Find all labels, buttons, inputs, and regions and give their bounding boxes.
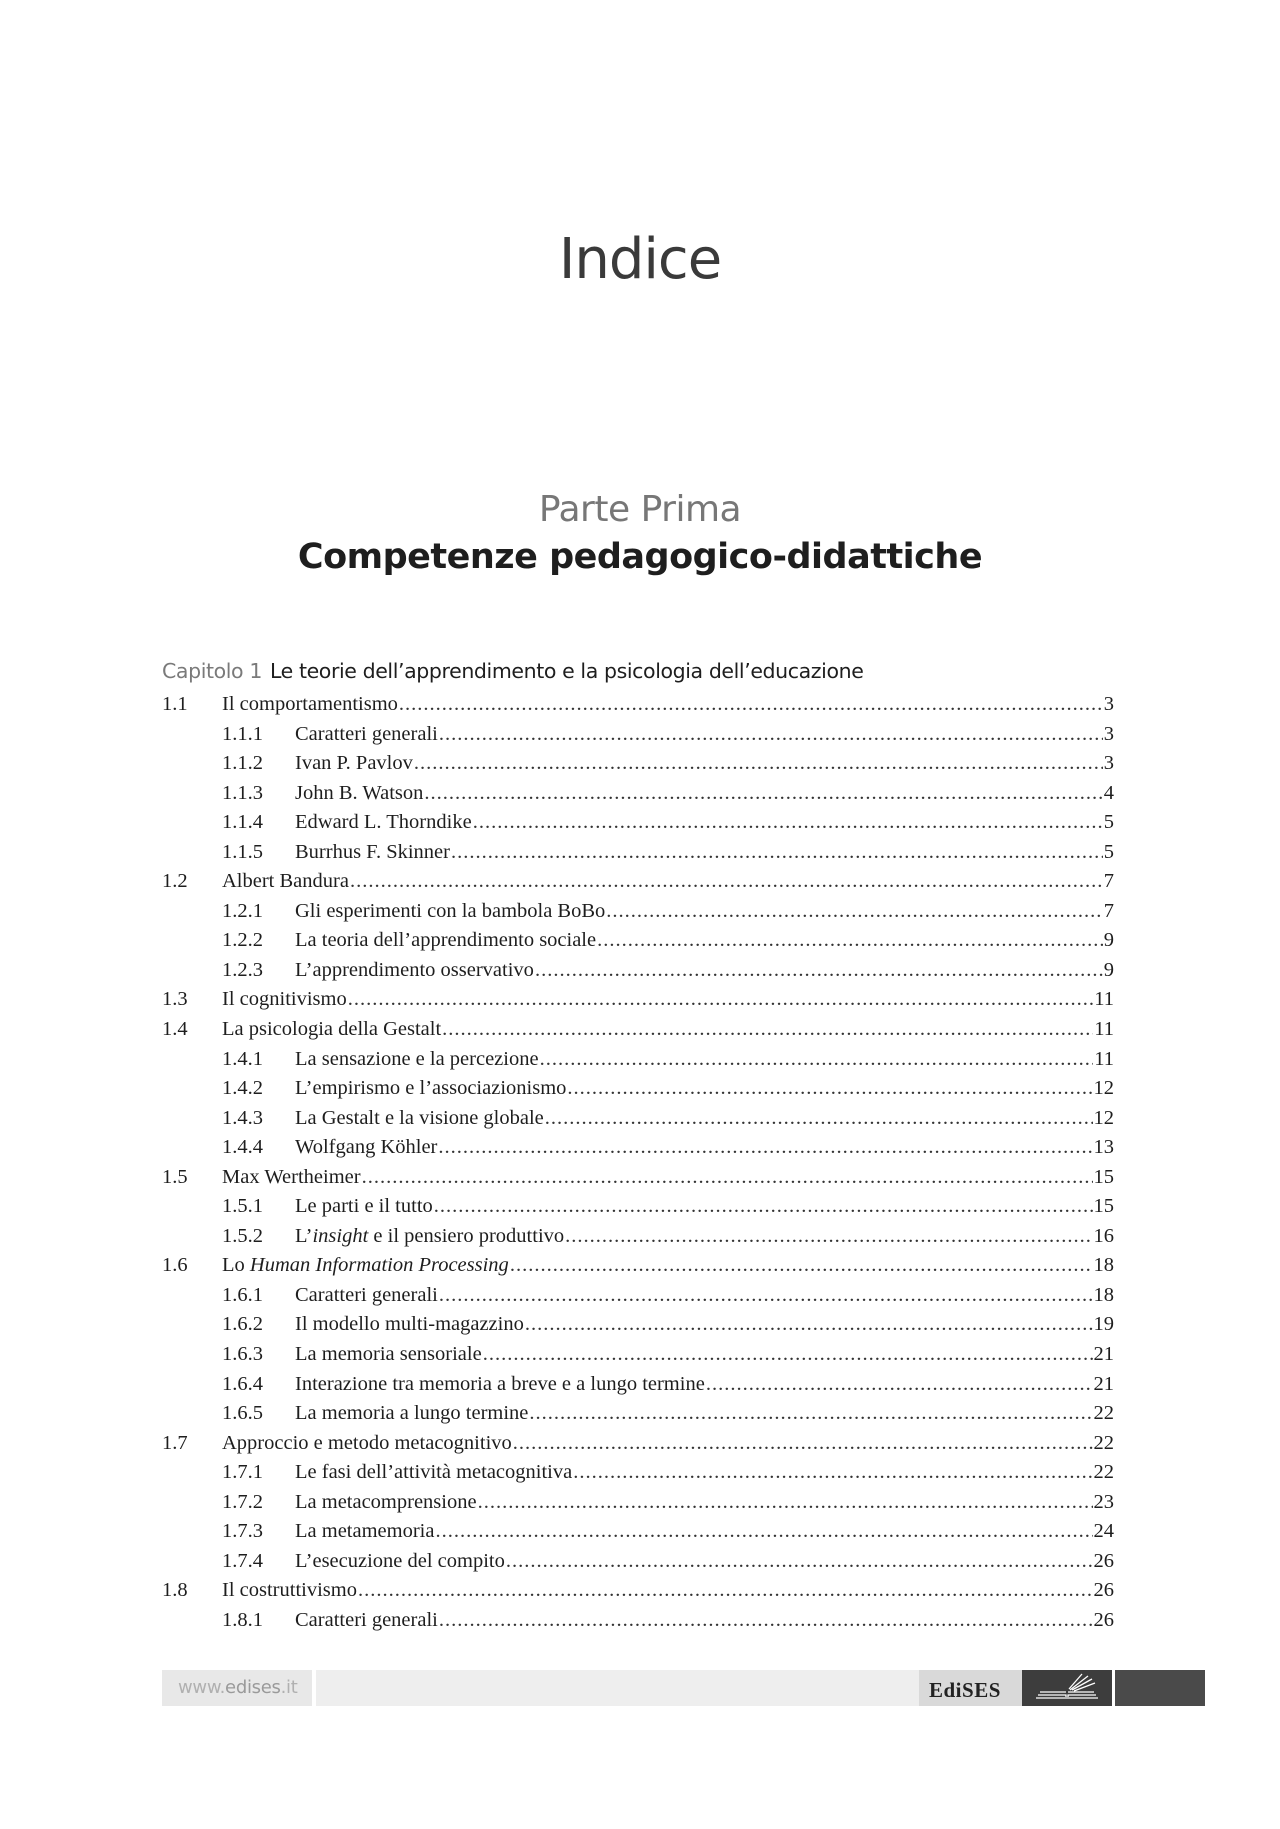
toc-page-number: 26 [1093,1549,1114,1572]
toc-number: 1.5.1 [222,1195,263,1218]
toc-title: La psicologia della Gestalt [222,1018,442,1041]
toc-dot-leader [706,1370,1093,1400]
toc-page-number: 5 [1103,811,1114,834]
toc-title: Ivan P. Pavlov [295,752,413,775]
toc-section-row [162,1251,1114,1281]
toc-number: 1.6.3 [222,1343,263,1366]
toc-title: Gli esperimenti con la bambola BoBo [295,899,606,922]
toc-page-number: 5 [1103,840,1114,863]
toc-number: 1.1.3 [222,781,263,804]
toc-section-row [162,1576,1114,1606]
toc-page-number: 22 [1093,1461,1114,1484]
toc-number: 1.7.4 [222,1549,263,1572]
toc-number: 1.6.2 [222,1313,263,1336]
toc-dot-leader [348,985,1094,1015]
toc-title: Caratteri generali [295,1608,438,1631]
toc-title: La memoria a lungo termine [295,1402,529,1425]
toc-subsection-row [162,926,1114,956]
toc-subsection-row [162,1281,1114,1311]
toc-subsection-row [162,1547,1114,1577]
toc-number: 1.7.2 [222,1490,263,1513]
toc-section-row [162,1429,1114,1459]
chapter-title: Le teorie dell’apprendimento e la psicologia dell’educazione [269,659,864,683]
toc-page-number: 11 [1094,1018,1114,1041]
page-title: Indice [558,227,722,292]
toc-number: 1.1.1 [222,722,263,745]
toc-dot-leader [451,838,1103,868]
toc-page-number: 9 [1103,929,1114,952]
toc-title: La teoria dell’apprendimento sociale [295,929,597,952]
toc-subsection-row [162,897,1114,927]
toc-page-number: 12 [1093,1106,1114,1129]
toc-dot-leader [513,1429,1093,1459]
footer-url-box [162,1670,312,1706]
toc-page-number: 7 [1103,899,1114,922]
toc-subsection-row [162,1133,1114,1163]
toc-title: Lo Human Information Processing [222,1254,509,1277]
toc-title: Il cognitivismo [222,988,347,1011]
toc-subsection-row [162,779,1114,809]
toc-title: L’esecuzione del compito [295,1549,505,1572]
toc-page-number: 21 [1093,1343,1114,1366]
toc-page-number: 15 [1093,1165,1114,1188]
toc-number: 1.1.5 [222,840,263,863]
toc-title: Edward L. Thorndike [295,811,472,834]
toc-dot-leader [434,1192,1093,1222]
toc-dot-leader [540,1045,1094,1075]
toc-number: 1.6.5 [222,1402,263,1425]
toc-subsection-row [162,1517,1114,1547]
toc-number: 1.2 [162,870,188,893]
toc-page-number: 19 [1093,1313,1114,1336]
toc-dot-leader [545,1104,1093,1134]
toc-dot-leader [414,749,1103,779]
part-title: Competenze pedagogico-didattiche [297,537,983,577]
toc-section-row [162,690,1114,720]
toc-subsection-row [162,1399,1114,1429]
toc-page-number: 24 [1093,1520,1114,1543]
toc-page-number: 16 [1093,1224,1114,1247]
toc-dot-leader [435,1517,1092,1547]
toc-number: 1.4.3 [222,1106,263,1129]
toc-page-number: 22 [1093,1431,1114,1454]
toc-title: Il costruttivismo [222,1579,357,1602]
toc-number: 1.2.2 [222,929,263,952]
toc-section-row [162,1015,1114,1045]
toc-number: 1.2.1 [222,899,263,922]
toc-dot-leader [529,1399,1092,1429]
toc-dot-leader [573,1458,1092,1488]
toc-subsection-row [162,1606,1114,1636]
toc-title: L’empirismo e l’associazionismo [295,1077,567,1100]
toc-dot-leader [362,1163,1093,1193]
toc-dot-leader [439,1606,1093,1636]
toc-dot-leader [565,1222,1092,1252]
toc-number: 1.1.4 [222,811,263,834]
toc-dot-leader [439,1281,1093,1311]
toc-title: Il comportamentismo [222,693,398,715]
toc-page-number: 9 [1103,958,1114,981]
toc-page-number: 26 [1093,1608,1114,1631]
toc-dot-leader [510,1251,1093,1281]
toc-dot-leader [438,1133,1092,1163]
toc-number: 1.7 [162,1431,188,1454]
toc-number: 1.6.4 [222,1372,263,1395]
part-label: Parte Prima [538,489,742,530]
toc-number: 1.4.2 [222,1077,263,1100]
toc-number: 1.6.1 [222,1283,263,1306]
toc-title: Albert Bandura [222,870,349,893]
table-of-contents [162,690,1114,1636]
toc-dot-leader [525,1310,1093,1340]
toc-dot-leader [350,867,1103,897]
footer-url: www.edises.it [178,1677,298,1698]
toc-title: L’apprendimento osservativo [295,958,534,981]
toc-title: Wolfgang Köhler [295,1136,438,1159]
toc-number: 1.2.3 [222,958,263,981]
toc-number: 1.4.1 [222,1047,263,1070]
toc-dot-leader [478,1488,1093,1518]
toc-dot-leader [358,1576,1093,1606]
toc-page-number: 11 [1094,1047,1114,1070]
toc-title: La Gestalt e la visione globale [295,1106,544,1129]
toc-number: 1.5.2 [222,1224,263,1247]
toc-title: Max Wertheimer [222,1165,361,1188]
toc-title: Caratteri generali [295,722,438,745]
toc-subsection-row [162,1192,1114,1222]
toc-dot-leader [483,1340,1093,1370]
toc-dot-leader [439,720,1103,750]
toc-page-number: 11 [1094,988,1114,1011]
chapter-heading [162,657,863,685]
toc-subsection-row [162,1045,1114,1075]
toc-title: Le fasi dell’attività metacognitiva [295,1461,573,1484]
toc-title: Burrhus F. Skinner [295,840,450,863]
toc-dot-leader [506,1547,1093,1577]
toc-page-number: 18 [1093,1283,1114,1306]
toc-dot-leader [473,808,1103,838]
toc-title: La sensazione e la percezione [295,1047,539,1070]
toc-number: 1.4 [162,1018,188,1041]
open-book-icon [1022,1670,1112,1706]
toc-subsection-row [162,1340,1114,1370]
toc-dot-leader [442,1015,1093,1045]
toc-number: 1.5 [162,1165,188,1188]
toc-page-number: 21 [1093,1372,1114,1395]
toc-title: La metamemoria [295,1520,435,1543]
toc-subsection-row [162,1074,1114,1104]
toc-number: 1.7.1 [222,1461,263,1484]
toc-subsection-row [162,1104,1114,1134]
toc-number: 1.1.2 [222,752,263,775]
toc-page-number: 13 [1093,1136,1114,1159]
toc-number: 1.6 [162,1254,188,1277]
toc-number: 1.4.4 [222,1136,263,1159]
toc-title: John B. Watson [295,781,424,804]
toc-subsection-row [162,838,1114,868]
toc-page-number: 7 [1103,870,1114,893]
toc-dot-leader [399,690,1103,720]
toc-subsection-row [162,1310,1114,1340]
toc-dot-leader [597,926,1103,956]
toc-number: 1.8 [162,1579,188,1602]
toc-section-row [162,1163,1114,1193]
page-footer [162,1670,1205,1706]
toc-subsection-row [162,1458,1114,1488]
toc-title: La memoria sensoriale [295,1343,482,1366]
toc-subsection-row [162,808,1114,838]
toc-number: 1.3 [162,988,188,1011]
publisher-logo: EdiSES [929,1678,1001,1702]
toc-number: 1.8.1 [222,1608,263,1631]
toc-title: Le parti e il tutto [295,1195,433,1218]
toc-subsection-row [162,749,1114,779]
toc-page-number: 15 [1093,1195,1114,1218]
toc-subsection-row [162,1370,1114,1400]
footer-dark-block [1115,1670,1205,1706]
toc-section-row [162,985,1114,1015]
toc-page-number: 3 [1103,693,1114,715]
toc-title: Approccio e metodo metacognitivo [222,1431,512,1454]
toc-dot-leader [567,1074,1092,1104]
toc-title: Caratteri generali [295,1283,438,1306]
toc-number: 1.7.3 [222,1520,263,1543]
chapter-label: Capitolo 1 [162,659,262,683]
toc-page-number: 3 [1103,722,1114,745]
toc-number: 1.1 [162,693,188,715]
toc-page-number: 26 [1093,1579,1114,1602]
toc-page-number: 22 [1093,1402,1114,1425]
toc-section-row [162,867,1114,897]
toc-title: La metacomprensione [295,1490,477,1513]
toc-title: Interazione tra memoria a breve e a lungo termine [295,1372,705,1395]
toc-subsection-row [162,956,1114,986]
toc-dot-leader [424,779,1102,809]
toc-subsection-row [162,720,1114,750]
toc-page-number: 23 [1093,1490,1114,1513]
toc-dot-leader [535,956,1103,986]
toc-dot-leader [606,897,1102,927]
toc-page-number: 3 [1103,752,1114,775]
toc-subsection-row [162,1488,1114,1518]
toc-title: Il modello multi-magazzino [295,1313,524,1336]
toc-subsection-row [162,1222,1114,1252]
toc-page-number: 18 [1093,1254,1114,1277]
toc-page-number: 4 [1103,781,1114,804]
toc-title: L’insight e il pensiero produttivo [295,1224,565,1247]
toc-page-number: 12 [1093,1077,1114,1100]
